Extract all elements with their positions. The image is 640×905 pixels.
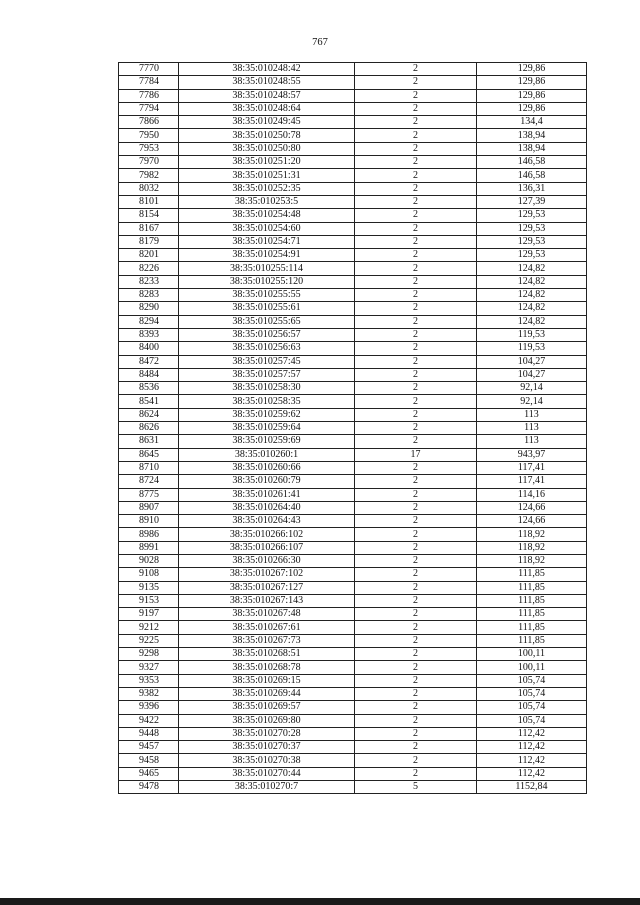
value-cell: 113 [477, 422, 587, 435]
page-number: 767 [312, 37, 328, 48]
cadastral-number-cell: 38:35:010251:20 [179, 156, 355, 169]
count-cell: 2 [355, 767, 477, 780]
table-row [119, 435, 587, 448]
row-id-cell: 9298 [119, 648, 179, 661]
row-id-cell: 9327 [119, 661, 179, 674]
cadastral-number-cell: 38:35:010270:44 [179, 767, 355, 780]
row-id-cell: 7784 [119, 76, 179, 89]
cadastral-number-cell: 38:35:010267:143 [179, 594, 355, 607]
cadastral-number-cell: 38:35:010267:48 [179, 608, 355, 621]
table-row [119, 302, 587, 315]
count-cell: 2 [355, 674, 477, 687]
value-cell: 118,92 [477, 554, 587, 567]
count-cell: 2 [355, 195, 477, 208]
row-id-cell: 9465 [119, 767, 179, 780]
row-id-cell: 8710 [119, 461, 179, 474]
table-row [119, 89, 587, 102]
count-cell: 2 [355, 515, 477, 528]
count-cell: 2 [355, 701, 477, 714]
count-cell: 2 [355, 435, 477, 448]
cadastral-number-cell: 38:35:010269:44 [179, 687, 355, 700]
value-cell: 111,85 [477, 581, 587, 594]
count-cell: 2 [355, 289, 477, 302]
count-cell: 2 [355, 102, 477, 115]
cadastral-number-cell: 38:35:010255:114 [179, 262, 355, 275]
table-body [119, 63, 587, 794]
value-cell: 113 [477, 435, 587, 448]
value-cell: 1152,84 [477, 781, 587, 794]
cadastral-number-cell: 38:35:010248:42 [179, 63, 355, 76]
value-cell: 105,74 [477, 714, 587, 727]
table-row [119, 195, 587, 208]
table-row [119, 727, 587, 740]
cadastral-number-cell: 38:35:010264:40 [179, 501, 355, 514]
count-cell: 5 [355, 781, 477, 794]
table-row [119, 342, 587, 355]
row-id-cell: 7794 [119, 102, 179, 115]
count-cell: 2 [355, 63, 477, 76]
row-id-cell: 9396 [119, 701, 179, 714]
value-cell: 111,85 [477, 568, 587, 581]
value-cell: 104,27 [477, 355, 587, 368]
table-row [119, 554, 587, 567]
table-row [119, 395, 587, 408]
count-cell: 2 [355, 182, 477, 195]
row-id-cell: 8910 [119, 515, 179, 528]
cadastral-number-cell: 38:35:010259:62 [179, 408, 355, 421]
cadastral-number-cell: 38:35:010255:55 [179, 289, 355, 302]
count-cell: 2 [355, 541, 477, 554]
value-cell: 129,86 [477, 102, 587, 115]
table-row [119, 275, 587, 288]
count-cell: 2 [355, 741, 477, 754]
count-cell: 2 [355, 528, 477, 541]
count-cell: 2 [355, 554, 477, 567]
cadastral-number-cell: 38:35:010260:79 [179, 475, 355, 488]
row-id-cell: 8179 [119, 235, 179, 248]
row-id-cell: 9353 [119, 674, 179, 687]
cadastral-number-cell: 38:35:010248:57 [179, 89, 355, 102]
cadastral-number-cell: 38:35:010257:57 [179, 368, 355, 381]
count-cell: 2 [355, 634, 477, 647]
cadastral-number-cell: 38:35:010255:120 [179, 275, 355, 288]
count-cell: 2 [355, 581, 477, 594]
table-row [119, 648, 587, 661]
value-cell: 129,53 [477, 249, 587, 262]
count-cell: 2 [355, 262, 477, 275]
cadastral-number-cell: 38:35:010250:78 [179, 129, 355, 142]
value-cell: 117,41 [477, 461, 587, 474]
cadastral-number-cell: 38:35:010269:15 [179, 674, 355, 687]
row-id-cell: 8393 [119, 328, 179, 341]
value-cell: 104,27 [477, 368, 587, 381]
value-cell: 129,53 [477, 209, 587, 222]
value-cell: 114,16 [477, 488, 587, 501]
count-cell: 2 [355, 661, 477, 674]
count-cell: 2 [355, 475, 477, 488]
count-cell: 2 [355, 142, 477, 155]
cadastral-number-cell: 38:35:010253:5 [179, 195, 355, 208]
table-row [119, 422, 587, 435]
cadastral-number-cell: 38:35:010258:35 [179, 395, 355, 408]
count-cell: 2 [355, 608, 477, 621]
table-row [119, 116, 587, 129]
cadastral-number-cell: 38:35:010269:80 [179, 714, 355, 727]
row-id-cell: 7953 [119, 142, 179, 155]
row-id-cell: 9422 [119, 714, 179, 727]
cadastral-number-cell: 38:35:010254:71 [179, 235, 355, 248]
value-cell: 138,94 [477, 129, 587, 142]
cadastral-number-cell: 38:35:010260:1 [179, 448, 355, 461]
value-cell: 943,97 [477, 448, 587, 461]
count-cell: 2 [355, 249, 477, 262]
count-cell: 2 [355, 222, 477, 235]
count-cell: 2 [355, 235, 477, 248]
value-cell: 124,66 [477, 515, 587, 528]
value-cell: 124,82 [477, 289, 587, 302]
value-cell: 129,53 [477, 222, 587, 235]
table-row [119, 262, 587, 275]
row-id-cell: 8233 [119, 275, 179, 288]
count-cell: 2 [355, 116, 477, 129]
row-id-cell: 8624 [119, 408, 179, 421]
count-cell: 2 [355, 342, 477, 355]
table-row [119, 182, 587, 195]
cadastral-number-cell: 38:35:010266:102 [179, 528, 355, 541]
cadastral-number-cell: 38:35:010257:45 [179, 355, 355, 368]
table-row [119, 169, 587, 182]
cadastral-number-cell: 38:35:010267:61 [179, 621, 355, 634]
table-row [119, 528, 587, 541]
cadastral-number-cell: 38:35:010249:45 [179, 116, 355, 129]
table-row [119, 515, 587, 528]
table-row [119, 767, 587, 780]
value-cell: 117,41 [477, 475, 587, 488]
table-row [119, 249, 587, 262]
value-cell: 112,42 [477, 767, 587, 780]
count-cell: 2 [355, 727, 477, 740]
value-cell: 111,85 [477, 608, 587, 621]
table-row [119, 488, 587, 501]
cadastral-number-cell: 38:35:010255:65 [179, 315, 355, 328]
cadastral-number-cell: 38:35:010267:102 [179, 568, 355, 581]
table-row [119, 634, 587, 647]
table-row [119, 594, 587, 607]
cadastral-number-cell: 38:35:010259:64 [179, 422, 355, 435]
row-id-cell: 8484 [119, 368, 179, 381]
cadastral-number-cell: 38:35:010255:61 [179, 302, 355, 315]
table-row [119, 674, 587, 687]
cadastral-number-cell: 38:35:010270:38 [179, 754, 355, 767]
cadastral-number-cell: 38:35:010270:7 [179, 781, 355, 794]
cadastral-number-cell: 38:35:010268:78 [179, 661, 355, 674]
count-cell: 2 [355, 714, 477, 727]
row-id-cell: 9448 [119, 727, 179, 740]
data-table-container [118, 62, 586, 794]
row-id-cell: 9212 [119, 621, 179, 634]
table-row [119, 661, 587, 674]
cadastral-number-cell: 38:35:010261:41 [179, 488, 355, 501]
value-cell: 105,74 [477, 687, 587, 700]
value-cell: 111,85 [477, 634, 587, 647]
cadastral-number-cell: 38:35:010256:57 [179, 328, 355, 341]
count-cell: 2 [355, 315, 477, 328]
count-cell: 2 [355, 687, 477, 700]
cadastral-number-cell: 38:35:010254:48 [179, 209, 355, 222]
value-cell: 138,94 [477, 142, 587, 155]
row-id-cell: 7770 [119, 63, 179, 76]
row-id-cell: 7982 [119, 169, 179, 182]
value-cell: 111,85 [477, 621, 587, 634]
cadastral-number-cell: 38:35:010268:51 [179, 648, 355, 661]
table-row [119, 687, 587, 700]
table-row [119, 541, 587, 554]
row-id-cell: 9197 [119, 608, 179, 621]
row-id-cell: 8032 [119, 182, 179, 195]
row-id-cell: 8907 [119, 501, 179, 514]
row-id-cell: 8645 [119, 448, 179, 461]
table-row [119, 76, 587, 89]
value-cell: 118,92 [477, 541, 587, 554]
value-cell: 136,31 [477, 182, 587, 195]
scan-bottom-edge [0, 898, 640, 905]
value-cell: 146,58 [477, 169, 587, 182]
count-cell: 2 [355, 302, 477, 315]
value-cell: 111,85 [477, 594, 587, 607]
row-id-cell: 8536 [119, 382, 179, 395]
value-cell: 129,86 [477, 89, 587, 102]
table-row [119, 475, 587, 488]
row-id-cell: 9478 [119, 781, 179, 794]
count-cell: 2 [355, 328, 477, 341]
cadastral-number-cell: 38:35:010270:28 [179, 727, 355, 740]
cadastral-number-cell: 38:35:010267:73 [179, 634, 355, 647]
row-id-cell: 9108 [119, 568, 179, 581]
value-cell: 134,4 [477, 116, 587, 129]
table-row [119, 315, 587, 328]
value-cell: 119,53 [477, 342, 587, 355]
row-id-cell: 8400 [119, 342, 179, 355]
table-row [119, 568, 587, 581]
row-id-cell: 8991 [119, 541, 179, 554]
cadastral-number-cell: 38:35:010266:107 [179, 541, 355, 554]
cadastral-number-cell: 38:35:010254:91 [179, 249, 355, 262]
cadastral-number-cell: 38:35:010266:30 [179, 554, 355, 567]
cadastral-number-cell: 38:35:010251:31 [179, 169, 355, 182]
table-row [119, 382, 587, 395]
table-row [119, 781, 587, 794]
count-cell: 2 [355, 275, 477, 288]
count-cell: 2 [355, 76, 477, 89]
table-row [119, 289, 587, 302]
value-cell: 127,39 [477, 195, 587, 208]
cadastral-number-cell: 38:35:010258:30 [179, 382, 355, 395]
cadastral-number-cell: 38:35:010250:80 [179, 142, 355, 155]
table-row [119, 355, 587, 368]
row-id-cell: 7950 [119, 129, 179, 142]
table-row [119, 741, 587, 754]
table-row [119, 129, 587, 142]
cadastral-number-cell: 38:35:010264:43 [179, 515, 355, 528]
row-id-cell: 7970 [119, 156, 179, 169]
table-row [119, 501, 587, 514]
row-id-cell: 8167 [119, 222, 179, 235]
value-cell: 124,82 [477, 262, 587, 275]
count-cell: 2 [355, 368, 477, 381]
count-cell: 2 [355, 648, 477, 661]
row-id-cell: 8283 [119, 289, 179, 302]
count-cell: 2 [355, 209, 477, 222]
data-table [118, 62, 587, 794]
row-id-cell: 9382 [119, 687, 179, 700]
row-id-cell: 8226 [119, 262, 179, 275]
cadastral-number-cell: 38:35:010252:35 [179, 182, 355, 195]
cadastral-number-cell: 38:35:010270:37 [179, 741, 355, 754]
value-cell: 118,92 [477, 528, 587, 541]
value-cell: 100,11 [477, 661, 587, 674]
row-id-cell: 8631 [119, 435, 179, 448]
cadastral-number-cell: 38:35:010256:63 [179, 342, 355, 355]
value-cell: 112,42 [477, 754, 587, 767]
row-id-cell: 8775 [119, 488, 179, 501]
row-id-cell: 9458 [119, 754, 179, 767]
count-cell: 2 [355, 568, 477, 581]
table-row [119, 142, 587, 155]
table-row [119, 754, 587, 767]
value-cell: 112,42 [477, 741, 587, 754]
count-cell: 2 [355, 156, 477, 169]
row-id-cell: 8154 [119, 209, 179, 222]
value-cell: 124,82 [477, 275, 587, 288]
table-row [119, 714, 587, 727]
count-cell: 2 [355, 408, 477, 421]
row-id-cell: 8626 [119, 422, 179, 435]
count-cell: 2 [355, 422, 477, 435]
row-id-cell: 8724 [119, 475, 179, 488]
table-row [119, 448, 587, 461]
table-row [119, 701, 587, 714]
table-row [119, 581, 587, 594]
row-id-cell: 9135 [119, 581, 179, 594]
table-row [119, 222, 587, 235]
cadastral-number-cell: 38:35:010260:66 [179, 461, 355, 474]
count-cell: 2 [355, 395, 477, 408]
table-row [119, 368, 587, 381]
count-cell: 2 [355, 501, 477, 514]
count-cell: 2 [355, 754, 477, 767]
count-cell: 2 [355, 621, 477, 634]
cadastral-number-cell: 38:35:010269:57 [179, 701, 355, 714]
row-id-cell: 7786 [119, 89, 179, 102]
table-row [119, 461, 587, 474]
value-cell: 119,53 [477, 328, 587, 341]
cadastral-number-cell: 38:35:010254:60 [179, 222, 355, 235]
count-cell: 2 [355, 129, 477, 142]
count-cell: 2 [355, 355, 477, 368]
row-id-cell: 7866 [119, 116, 179, 129]
value-cell: 124,66 [477, 501, 587, 514]
value-cell: 105,74 [477, 674, 587, 687]
row-id-cell: 8290 [119, 302, 179, 315]
table-row [119, 156, 587, 169]
value-cell: 146,58 [477, 156, 587, 169]
table-row [119, 621, 587, 634]
table-row [119, 209, 587, 222]
row-id-cell: 9457 [119, 741, 179, 754]
count-cell: 2 [355, 382, 477, 395]
row-id-cell: 9028 [119, 554, 179, 567]
value-cell: 129,53 [477, 235, 587, 248]
value-cell: 129,86 [477, 76, 587, 89]
cadastral-number-cell: 38:35:010267:127 [179, 581, 355, 594]
value-cell: 112,42 [477, 727, 587, 740]
value-cell: 129,86 [477, 63, 587, 76]
table-row [119, 328, 587, 341]
row-id-cell: 8201 [119, 249, 179, 262]
count-cell: 2 [355, 488, 477, 501]
row-id-cell: 8986 [119, 528, 179, 541]
table-row [119, 63, 587, 76]
row-id-cell: 9153 [119, 594, 179, 607]
table-row [119, 235, 587, 248]
count-cell: 2 [355, 461, 477, 474]
cadastral-number-cell: 38:35:010248:55 [179, 76, 355, 89]
count-cell: 2 [355, 89, 477, 102]
value-cell: 100,11 [477, 648, 587, 661]
value-cell: 124,82 [477, 315, 587, 328]
count-cell: 2 [355, 594, 477, 607]
row-id-cell: 9225 [119, 634, 179, 647]
cadastral-number-cell: 38:35:010259:69 [179, 435, 355, 448]
cadastral-number-cell: 38:35:010248:64 [179, 102, 355, 115]
row-id-cell: 8541 [119, 395, 179, 408]
value-cell: 124,82 [477, 302, 587, 315]
row-id-cell: 8294 [119, 315, 179, 328]
value-cell: 92,14 [477, 382, 587, 395]
value-cell: 92,14 [477, 395, 587, 408]
count-cell: 17 [355, 448, 477, 461]
value-cell: 105,74 [477, 701, 587, 714]
row-id-cell: 8101 [119, 195, 179, 208]
value-cell: 113 [477, 408, 587, 421]
row-id-cell: 8472 [119, 355, 179, 368]
table-row [119, 408, 587, 421]
table-row [119, 608, 587, 621]
table-row [119, 102, 587, 115]
count-cell: 2 [355, 169, 477, 182]
